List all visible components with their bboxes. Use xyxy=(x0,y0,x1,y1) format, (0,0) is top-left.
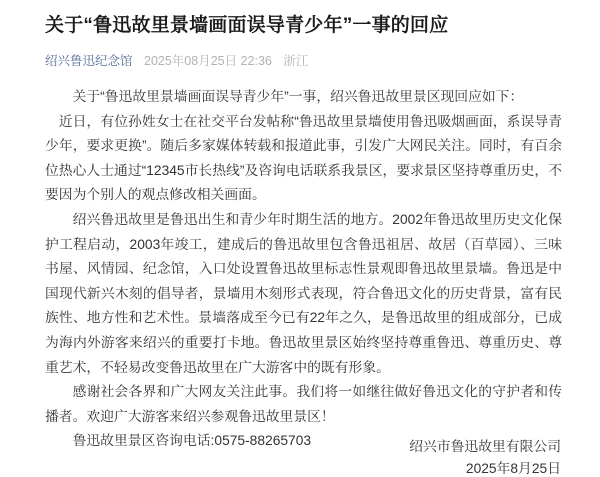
article-body xyxy=(45,85,562,454)
paragraph-thanks: 感谢社会各界和广大网友关注此事。我们将一如继往做好鲁迅文化的守护者和传播者。欢迎广大游客来绍兴参观鲁迅故里景区！ xyxy=(45,384,562,424)
publish-time: 2025年08月25日 22:36 xyxy=(144,54,272,68)
paragraph-history: 绍兴鲁迅故里是鲁迅出生和青少年时期生活的地方。2002年鲁迅故里历史文化保护工程启动，2003年竣工，建成后的鲁迅故里包含鲁迅祖居、故居（百草园）、三味书屋、风情园、纪念馆，入口处设置鲁迅故里标志性景观即鲁迅故里景墙。鲁迅是中国现代新兴木刻的倡导者，景墙用木刻形式表现，符合鲁迅文化的历史背景，富有民族性、地方性和艺术性。景墙落成至今已有22年之久，是鲁迅故里的组成部分，已成为海内外游客来绍兴的重要打卡地。鲁迅故里景区始终坚持尊重鲁迅、尊重历史、尊重艺术，不轻易改变鲁迅故里在广大游客中的既有形象。 xyxy=(45,211,562,375)
publish-location: 浙江 xyxy=(283,54,309,68)
signature-date: 2025年8月25日 xyxy=(465,461,561,476)
signature-company: 绍兴市鲁迅故里有限公司 xyxy=(409,439,561,454)
paragraph-intro: 关于“鲁迅故里景墙画面误导青少年”一事，绍兴鲁迅故里景区现回应如下： xyxy=(72,89,524,104)
article-meta xyxy=(45,51,316,69)
article-title: 关于“鲁迅故里景墙画面误导青少年”一事的回应 xyxy=(45,15,449,36)
author-link[interactable]: 绍兴鲁迅纪念馆 xyxy=(45,54,133,68)
paragraph-incident: 近日，有位孙姓女士在社交平台发帖称“鲁迅故里景墙使用鲁迅吸烟画面，系误导青少年，要求更换”。随后多家媒体转载和报道此事，引发广大网民关注。同时，有百余位热心人士通过“12345市长热线”及咨询电话联系我景区，要求景区坚持尊重历史，不要因为个别人的观点修改相关画面。 xyxy=(45,113,562,203)
paragraph-contact: 鲁迅故里景区咨询电话:0575-88265703 xyxy=(72,433,312,449)
